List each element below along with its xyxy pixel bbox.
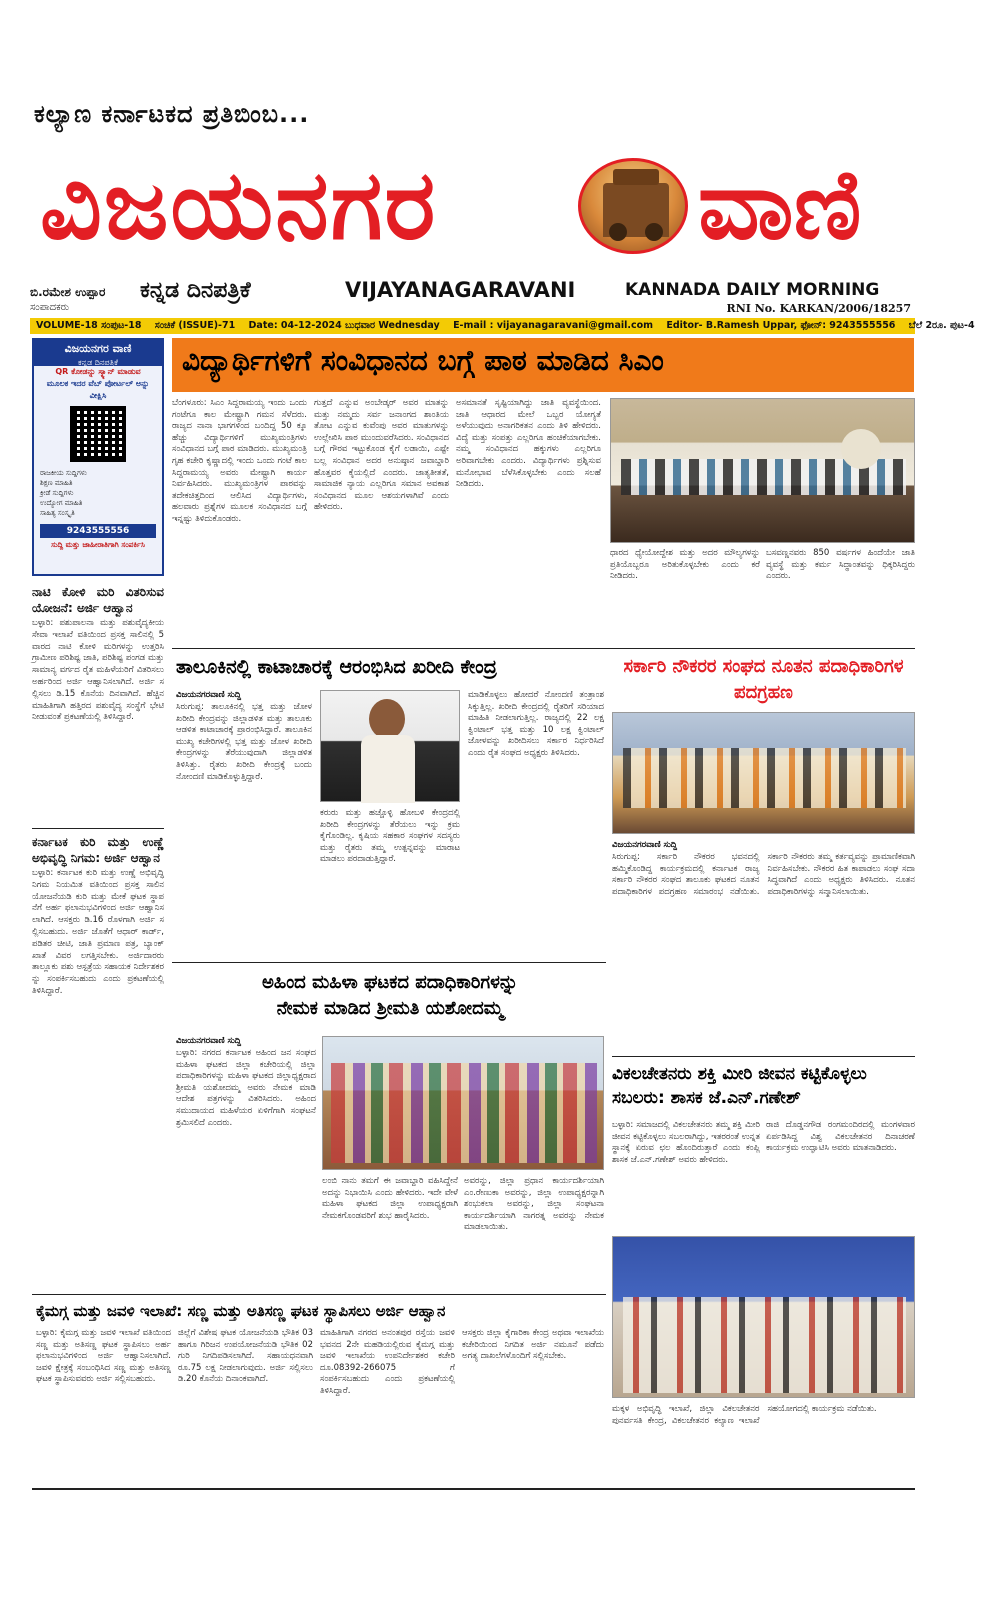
handloom-col-3: ಮಾಹಿತಿಗಾಗಿ ನಗರದ ಅನಂತಪುರ ರಸ್ತೆಯ ಜವಳಿ ಭವನದ 2ನೇ ಮಹಡಿಯಲ್ಲಿರುವ ಕೈಮಗ್ಗ ಮತ್ತು ಜವಳಿ ಇಲಾಖೆಯ ಉಪನಿರ್ದೇಶಕರ ಕಚೇರಿ ದೂ.08392-266075 ಗೆ ಸಂಪರ್ಕಿಸಬಹುದು ಎಂದು ಪ್ರಕಟಣೆಯಲ್ಲಿ ತಿಳಿಸಿದ್ದಾರೆ. bbox=[320, 1328, 455, 1396]
price: ಬೆಲೆ 2ರೂ. ಪುಟ-4 bbox=[908, 320, 975, 331]
stone-chariot-logo bbox=[578, 158, 688, 254]
divider bbox=[172, 962, 606, 963]
disabled-day-photo bbox=[612, 1236, 915, 1398]
qr-advert bbox=[32, 338, 164, 576]
employees-association-headline: ಸರ್ಕಾರಿ ನೌಕರರ ಸಂಘದ ನೂತನ ಪದಾಧಿಕಾರಿಗಳ ಪದಗ್ರಹಣ bbox=[623, 656, 904, 703]
purchase-centre-col-3: ಮಾಡಿಕೊಳ್ಳಲು ಹೋದರೆ ನೋಂದಣಿ ತಂತ್ರಾಂಶ ಸಿಕ್ಕುತ್ತಿಲ್ಲ. ಖರೀದಿ ಕೇಂದ್ರದಲ್ಲಿ ರೈತರಿಗೆ ಸರಿಯಾದ ಮಾಹಿತಿ ನೀಡಲಾಗುತ್ತಿಲ್ಲ. ರಾಜ್ಯದಲ್ಲಿ 22 ಲಕ್ಷ ಕ್ವಿಂಟಾಲ್ ಭತ್ತ ಮತ್ತು 10 ಲಕ್ಷ ಕ್ವಿಂಟಾಲ್ ಜೋಳವನ್ನು ಖರೀದಿಸಲು ಸರ್ಕಾರ ನಿರ್ಧರಿಸಿದೆ ಎಂದು ರೈತ ಸಂಘದ ಅಧ್ಯಕ್ಷರು ತಿಳಿಸಿದರು. bbox=[468, 690, 604, 758]
divider bbox=[32, 828, 164, 829]
disabled-day-col-2: ರಾಜಿ ದೊಡ್ಡನಗೌಡ ರಂಗಮಂದಿರದಲ್ಲಿ ಮಂಗಳವಾರ ಏರ್ಪಡಿಸಿದ್ದ ವಿಶ್ವ ವಿಕಲಚೇತನರ ದಿನಾಚರಣೆ ಕಾರ್ಯಕ್ರಮ ಉದ್ಘಾಟಿಸಿ ಅವರು ಮಾತನಾಡಿದರು. bbox=[766, 1120, 915, 1154]
women-wing-byline: ವಿಜಯನಗರವಾಣಿ ಸುದ್ದಿ bbox=[176, 1036, 242, 1046]
lead-headline: ವಿದ್ಯಾರ್ಥಿಗಳಿಗೆ ಸಂವಿಧಾನದ ಬಗ್ಗೆ ಪಾಠ ಮಾಡಿದ ಸಿಎಂ bbox=[182, 344, 664, 377]
divider bbox=[32, 1294, 606, 1295]
side-story-2 bbox=[32, 834, 164, 1290]
handloom-col-1: ಬಳ್ಳಾರಿ: ಕೈಮಗ್ಗ ಮತ್ತು ಜವಳಿ ಇಲಾಖೆ ವತಿಯಿಂದ ಸಣ್ಣ ಮತ್ತು ಅತಿಸಣ್ಣ ಘಟಕ ಸ್ಥಾಪಿಸಲು ಅರ್ಹ ಫಲಾನುಭವಿಗಳಿಂದ ಅರ್ಜಿ ಆಹ್ವಾನಿಸಲಾಗಿದೆ. ಜವಳಿ ಕ್ಷೇತ್ರಕ್ಕೆ ಸಂಬಂಧಿಸಿದ ಸಣ್ಣ ಮತ್ತು ಅತಿಸಣ್ಣ ಘಟಕ ಸ್ಥಾಪಿಸುವವರು ಅರ್ಜಿ ಸಲ್ಲಿಸಬಹುದು. bbox=[36, 1328, 171, 1385]
purchase-centre-headline: ತಾಲೂಕಿನಲ್ಲಿ ಕಾಟಾಚಾರಕ್ಕೆ ಆರಂಭಿಸಿದ ಖರೀದಿ ಕೇಂದ್ರ bbox=[176, 656, 497, 678]
women-wing-col-3: ಅವರನ್ನು, ಜಿಲ್ಲಾ ಪ್ರಧಾನ ಕಾರ್ಯದರ್ಶಿಯಾಗಿ ಎಂ.ರೇಣುಕಾ ಅವರನ್ನು, ಜಿಲ್ಲಾ ಉಪಾಧ್ಯಕ್ಷರನ್ನಾಗಿ ಶಂಭುಕಲಾ ಅವರನ್ನು, ಜಿಲ್ಲಾ ಸಂಘಟನಾ ಕಾರ್ಯದರ್ಶಿಯಾಗಿ ನಾಗರತ್ನ ಅವರನ್ನು ನೇಮಕ ಮಾಡಲಾಯಿತು. bbox=[464, 1176, 604, 1233]
lead-col-3: ಅಸಮಾನತೆ ಸೃಷ್ಟಿಯಾಗಿದ್ದು ಜಾತಿ ವ್ಯವಸ್ಥೆಯಿಂದ. ಜಾತಿ ಆಧಾರದ ಮೇಲೆ ಒಬ್ಬರ ಯೋಗ್ಯತೆ ಅಳೆಯುವುದು ಅನಾಗರಿಕತನ ಎಂದು ತಿಳಿ ಹೇಳಿದರು. ವಿದ್ಯೆ ಮತ್ತು ಸಂಪತ್ತು ಎಲ್ಲರಿಗೂ ಹಂಚಿಕೆಯಾಗಬೇಕು. ನಮ್ಮ ಸಂವಿಧಾನದ ಹಕ್ಕುಗಳು ಎಲ್ಲರಿಗೂ ಅರಿವಾಗಬೇಕು ಎಂದರು. ವಿದ್ಯಾರ್ಥಿಗಳು ಪ್ರಶ್ನಿಸುವ ಮನೋಭಾವ ಬೆಳೆಸಿಕೊಳ್ಳಬೇಕು ಎಂದು ಸಲಹೆ ನೀಡಿದರು. bbox=[456, 398, 601, 490]
purchase-centre-byline: ವಿಜಯನಗರವಾಣಿ ಸುದ್ದಿ bbox=[176, 690, 242, 700]
lead-col-5: ಬಸವಣ್ಣನವರು 850 ವರ್ಷಗಳ ಹಿಂದೆಯೇ ಜಾತಿ ವ್ಯವಸ್ಥೆ ಮತ್ತು ಕರ್ಮ ಸಿದ್ಧಾಂತವನ್ನು ಧಿಕ್ಕರಿಸಿದ್ದರು ಎಂದರು. bbox=[766, 548, 915, 582]
masthead-tagline: ಕಲ್ಯಾಣ ಕರ್ನಾಟಕದ ಪ್ರತಿಬಿಂಬ... bbox=[34, 100, 310, 128]
issue-info-bar bbox=[30, 318, 975, 334]
handloom-col-2: ಜಿಲ್ಲೆಗೆ ವಿಶೇಷ ಘಟಕ ಯೋಜನೆಯಡಿ ಭೌತಿಕ 03 ಹಾಗೂ ಗಿರಿಜನ ಉಪಯೋಜನೆಯಡಿ ಭೌತಿಕ 02 ಗುರಿ ನಿಗದಿಪಡಿಸಲಾಗಿದೆ. ಸಹಾಯಧನವಾಗಿ ರೂ.75 ಲಕ್ಷ ನೀಡಲಾಗುವುದು. ಅರ್ಜಿ ಸಲ್ಲಿಸಲು ಡಿ.20 ಕೊನೆಯ ದಿನಾಂಕವಾಗಿದೆ. bbox=[178, 1328, 313, 1385]
masthead-brand bbox=[30, 150, 910, 260]
side-story-2-headline: ಕರ್ನಾಟಕ ಕುರಿ ಮತ್ತು ಉಣ್ಣೆ ಅಭಿವೃದ್ಧಿ ನಿಗಮ: ಅರ್ಜಿ ಆಹ್ವಾನ bbox=[32, 835, 164, 865]
email: E-mail : vijayanagaravani@gmail.com bbox=[453, 320, 654, 331]
lead-col-2: ಗುತ್ತದೆ ಎನ್ನುವ ಅಂಬೇಡ್ಕರ್ ಅವರ ಮಾತನ್ನು ಮತ್ತು ನಮ್ಮದು ಸರ್ವ ಜನಾಂಗದ ಶಾಂತಿಯ ತೋಟ ಎನ್ನುವ ಕುವೆಂಪು ಅವರ ಮಾತುಗಳನ್ನು ಉಲ್ಲೇಖಿಸಿ ಪಾಠ ಮುಂದುವರೆಸಿದರು. ಸಂವಿಧಾನದ ಬಗ್ಗೆ ಗೌರವ ಇಟ್ಟುಕೊಂಡ ಕೈಗೆ ಲಡಾಯಿ, ಎಷ್ಟೇ ಬಲ್ಲ ಸಂವಿಧಾನ ಅದರ ಅನುಷ್ಠಾನ ಜವಾಬ್ದಾರಿ ಹೊತ್ತವರ ಕೈಯಲ್ಲಿದೆ ಎಂದರು. ಜಾತ್ಯತೀತತೆ, ಸಾಮಾಜಿಕ ನ್ಯಾಯ ಎಲ್ಲರಿಗೂ ಸಮಾನ ಅವಕಾಶ ಸಂವಿಧಾನದ ಮೂಲ ಆಶಯಗಳಾಗಿವೆ ಎಂದು ಹೇಳಿದರು. bbox=[314, 398, 449, 513]
disabled-day-caption: ಮಕ್ಕಳ ಅಭಿವೃದ್ಧಿ ಇಲಾಖೆ, ಜಿಲ್ಲಾ ವಿಕಲಚೇತನರ ಪುನರ್ವಸತಿ ಕೇಂದ್ರ, ವಿಕಲಚೇತನರ ಕಲ್ಯಾಣ ಇಲಾಖೆ ಸಹಯೋಗದಲ್ಲಿ ಕಾರ್ಯಕ್ರಮ ನಡೆಯಿತು. bbox=[612, 1404, 877, 1426]
lead-col-1: ಬೆಂಗಳೂರು: ಸಿಎಂ ಸಿದ್ದರಾಮಯ್ಯ ಇಂದು ಒಂದು ಗಂಟೆಗೂ ಕಾಲ ಮೇಷ್ಟ್ರಾಗಿ ಗಮನ ಸೆಳೆದರು. ರಾಜ್ಯದ ನಾನಾ ಭಾಗಗಳಿಂದ ಬಂದಿದ್ದ 50 ಕ್ಕೂ ಹೆಚ್ಚು ವಿದ್ಯಾರ್ಥಿಗಳಿಗೆ ಮುಖ್ಯಮಂತ್ರಿಗಳು ಸಂವಿಧಾನದ ಬಗ್ಗೆ ಪಾಠ ಮಾಡಿದರು. ಮುಖ್ಯಮಂತ್ರಿ ಗೃಹ ಕಚೇರಿ ಕೃಷ್ಣಾದಲ್ಲಿ ಇಂದು ಒಂದು ಗಂಟೆ ಕಾಲ ಸಿದ್ದರಾಮಯ್ಯ ಅವರು ಮೇಷ್ಟ್ರಾಗಿ ಕಾರ್ಯ ನಿರ್ವಹಿಸಿದರು. ಮುಖ್ಯಮಂತ್ರಿಗಳ ಪಾಠವನ್ನು ತದೇಕಚಿತ್ತದಿಂದ ಆಲಿಸಿದ ವಿದ್ಯಾರ್ಥಿಗಳು, ಹಲವಾರು ಪ್ರಶ್ನೆಗಳ ಮೂಲಕ ಸಂವಿಧಾನದ ಬಗ್ಗೆ ಇನ್ನಷ್ಟು ತಿಳಿದುಕೊಂಡರು. bbox=[172, 398, 307, 524]
english-subtitle: KANNADA DAILY MORNING bbox=[625, 280, 880, 300]
women-wing-headline-line-1: ಅಹಿಂದ ಮಹಿಳಾ ಘಟಕದ ಪದಾಧಿಕಾರಿಗಳನ್ನು bbox=[261, 972, 519, 993]
date: Date: 04-12-2024 ಬುಧವಾರ Wednesday bbox=[248, 320, 440, 331]
women-wing-photo bbox=[322, 1036, 604, 1170]
editor-phone: Editor- B.Ramesh Uppar, ಫೋನ್: 9243555556 bbox=[666, 320, 896, 331]
women-wing-headline-line-2: ನೇಮಕ ಮಾಡಿದ ಶ್ರೀಮತಿ ಯಶೋದಮ್ಮ bbox=[276, 998, 504, 1019]
divider bbox=[172, 648, 915, 649]
lead-headline-banner bbox=[172, 338, 914, 392]
handloom-headline: ಕೈಮಗ್ಗ ಮತ್ತು ಜವಳಿ ಇಲಾಖೆ: ಸಣ್ಣ ಮತ್ತು ಅತಿಸಣ್ಣ ಘಟಕ ಸ್ಥಾಪಿಸಲು ಅರ್ಜಿ ಆಹ್ವಾನ bbox=[36, 1302, 446, 1320]
page-bottom-rule bbox=[32, 1488, 915, 1490]
rni-number: RNI No. KARKAN/2006/18257 bbox=[726, 302, 911, 315]
brand-name-left: ವಿಜಯನಗರ bbox=[40, 148, 438, 261]
employees-association-body: ಸಿರುಗುಪ್ಪ: ಸರ್ಕಾರಿ ನೌಕರರ ಭವನದಲ್ಲಿ ಹಮ್ಮಿಕೊಂಡಿದ್ದ ಕಾರ್ಯಕ್ರಮದಲ್ಲಿ ಕರ್ನಾಟಕ ರಾಜ್ಯ ಸರ್ಕಾರಿ ನೌಕರರ ಸಂಘದ ತಾಲೂಕು ಘಟಕದ ನೂತನ ಪದಾಧಿಕಾರಿಗಳ ಪದಗ್ರಹಣ ಸಮಾರಂಭ ನಡೆಯಿತು. ಸರ್ಕಾರಿ ನೌಕರರು ತಮ್ಮ ಕರ್ತವ್ಯವನ್ನು ಪ್ರಾಮಾಣಿಕವಾಗಿ ನಿರ್ವಹಿಸಬೇಕು. ನೌಕರರ ಹಿತ ಕಾಪಾಡಲು ಸಂಘ ಸದಾ ಸಿದ್ಧವಾಗಿದೆ ಎಂದು ಅಧ್ಯಕ್ಷರು ತಿಳಿಸಿದರು. ನೂತನ ಪದಾಧಿಕಾರಿಗಳನ್ನು ಸನ್ಮಾನಿಸಲಾಯಿತು. bbox=[612, 852, 915, 897]
purchase-centre-photo bbox=[320, 690, 460, 802]
editor-role: ಸಂಪಾದಕರು bbox=[30, 302, 70, 313]
side-story-1 bbox=[32, 584, 164, 824]
lead-photo-classroom bbox=[610, 398, 915, 543]
ad-phone: 9243555556 bbox=[40, 524, 156, 538]
purchase-centre-col-1: ಸಿರುಗುಪ್ಪ: ತಾಲೂಕಿನಲ್ಲಿ ಭತ್ತ ಮತ್ತು ಜೋಳ ಖರೀದಿ ಕೇಂದ್ರವನ್ನು ಜಿಲ್ಲಾಡಳಿತ ಮತ್ತು ತಾಲೂಕು ಆಡಳಿತ ಕಾಟಾಚಾರಕ್ಕೆ ಪ್ರಾರಂಭಿಸಿದ್ದಾರೆ. ತಾಲೂಕಿನ ಮುಖ್ಯ ಕಚೇರಿಗಳಲ್ಲಿ ಭತ್ತ ಮತ್ತು ಜೋಳ ಖರೀದಿ ಕೇಂದ್ರಗಳನ್ನು ತೆರೆಯುವುದಾಗಿ ಜಿಲ್ಲಾಡಳಿತ ತಿಳಿಸಿತ್ತು. ರೈತರು ಖರೀದಿ ಕೇಂದ್ರಕ್ಕೆ ಬಂದು ನೋಂದಣಿ ಮಾಡಿಕೊಳ್ಳುತ್ತಿದ್ದಾರೆ. bbox=[176, 702, 312, 782]
ad-title: ವಿಜಯನಗರ ವಾಣಿ ಕನ್ನಡ ದಿನಪತ್ರಿಕೆ bbox=[34, 340, 162, 366]
purchase-centre-col-2: ಕರುರು ಮತ್ತು ಹಚ್ಚೊಳ್ಳಿ ಹೋಬಳಿ ಕೇಂದ್ರದಲ್ಲಿ ಖರೀದಿ ಕೇಂದ್ರಗಳನ್ನು ತೆರೆಯಲು ಇನ್ನು ಕ್ರಮ ಕೈಗೊಂಡಿಲ್ಲ. ಕೃಷಿಯ ಸಹಕಾರ ಸಂಘಗಳ ಸದಸ್ಯರು ಮತ್ತು ರೈತರು ತಮ್ಮ ಉತ್ಪನ್ನವನ್ನು ಮಾರಾಟ ಮಾಡಲು ಪರದಾಡುತ್ತಿದ್ದಾರೆ. bbox=[320, 808, 460, 865]
side-story-2-body: ಬಳ್ಳಾರಿ: ಕರ್ನಾಟಕ ಕುರಿ ಮತ್ತು ಉಣ್ಣೆ ಅಭಿವೃದ್ಧಿ ನಿಗಮ ನಿಯಮಿತ ವತಿಯಿಂದ ಪ್ರಸಕ್ತ ಸಾಲಿನ ಯೋಜನೆಯಡಿ ಕುರಿ ಮತ್ತು ಮೇಕೆ ಘಟಕ ಸ್ಥಾಪನೆಗೆ ಅರ್ಹ ಫಲಾನುಭವಿಗಳಿಂದ ಅರ್ಜಿ ಆಹ್ವಾನಿಸಲಾಗಿದೆ. ಆಸಕ್ತರು ಡಿ.16 ರೊಳಗಾಗಿ ಅರ್ಜಿ ಸಲ್ಲಿಸಬಹುದು. ಅರ್ಜಿ ಜೊತೆಗೆ ಆಧಾರ್ ಕಾರ್ಡ್, ಪಡಿತರ ಚೀಟಿ, ಜಾತಿ ಪ್ರಮಾಣ ಪತ್ರ, ಬ್ಯಾಂಕ್ ಖಾತೆ ವಿವರ ಲಗತ್ತಿಸಬೇಕು. ಅರ್ಜಿದಾರರು ತಾಲ್ಲೂಕು ಪಶು ಆಸ್ಪತ್ರೆಯ ಸಹಾಯಕ ನಿರ್ದೇಶಕರನ್ನು ಸಂಪರ್ಕಿಸಬಹುದು ಎಂದು ಪ್ರಕಟಣೆಯಲ್ಲಿ ತಿಳಿಸಿದ್ದಾರೆ. bbox=[32, 868, 164, 996]
side-story-1-headline: ನಾಟಿ ಕೋಳಿ ಮರಿ ವಿತರಿಸುವ ಯೋಜನೆ: ಅರ್ಜಿ ಆಹ್ವಾನ bbox=[32, 585, 164, 615]
qr-code-icon[interactable] bbox=[70, 406, 126, 462]
employees-association-photo bbox=[612, 712, 915, 834]
ad-bullet-list: ರಾಜಕೀಯ ಸುದ್ದಿಗಳು ಶಿಕ್ಷಣ ಮಾಹಿತಿ ಕ್ರೀಡೆ ಸುದ್ದಿಗಳು ಉದ್ಯೋಗ ಮಾಹಿತಿ ಸಾಹಿತ್ಯ ಸಂಸ್ಕೃತಿ bbox=[40, 469, 87, 517]
english-title: VIJAYANAGARAVANI bbox=[345, 278, 576, 302]
brand-name-right: ವಾಣಿ bbox=[698, 148, 862, 261]
kannada-daily-label: ಕನ್ನಡ ದಿನಪತ್ರಿಕೆ bbox=[140, 278, 251, 303]
volume: VOLUME-18 ಸಂಪುಟ-18 bbox=[36, 320, 142, 331]
ad-footer: ಸುದ್ದಿ ಮತ್ತು ಜಾಹೀರಾತಿಗಾಗಿ ಸಂಪರ್ಕಿಸಿ bbox=[51, 540, 145, 549]
handloom-col-4: ಆಸಕ್ತರು ಜಿಲ್ಲಾ ಕೈಗಾರಿಕಾ ಕೇಂದ್ರ ಅಥವಾ ಇಲಾಖೆಯ ಕಚೇರಿಯಿಂದ ನಿಗದಿತ ಅರ್ಜಿ ನಮೂನೆ ಪಡೆದು ಅಗತ್ಯ ದಾಖಲೆಗಳೊಂದಿಗೆ ಸಲ್ಲಿಸಬೇಕು. bbox=[462, 1328, 604, 1362]
ad-line-3: ವೀಕ್ಷಿಸಿ bbox=[89, 391, 107, 400]
employees-association-byline: ವಿಜಯನಗರವಾಣಿ ಸುದ್ದಿ bbox=[612, 840, 678, 850]
women-wing-headline bbox=[176, 970, 604, 1022]
disabled-day-headline-line-1: ವಿಕಲಚೇತನರು ಶಕ್ತಿ ಮೀರಿ ಜೀವನ ಕಟ್ಟಿಕೊಳ್ಳಲು bbox=[612, 1064, 867, 1084]
issue: ಸಂಚಿಕೆ (ISSUE)-71 bbox=[154, 320, 236, 331]
editor-credit bbox=[30, 285, 105, 313]
disabled-day-headline bbox=[612, 1062, 915, 1110]
divider bbox=[612, 1056, 915, 1057]
editor-name: ಬಿ.ರಮೇಶ ಉಪ್ಪಾರ bbox=[30, 285, 106, 299]
ad-line-2: ಮೂಲಕ ಇದರ ವೆಬ್ ಪೋರ್ಟಲ್ ಅನ್ನು bbox=[46, 379, 150, 388]
women-wing-col-2: ಲಂಬಿ ನಾನು ತಮಗೆ ಈ ಜವಾಬ್ದಾರಿ ವಹಿಸಿದ್ದೇನೆ ಅದನ್ನು ನಿಭಾಯಿಸಿ ಎಂದು ಹೇಳಿದರು. ಇದೇ ವೇಳೆ ಮಹಿಳಾ ಘಟಕದ ಜಿಲ್ಲಾ ಉಪಾಧ್ಯಕ್ಷರಾಗಿ ನೇಮಕಗೊಂಡವರಿಗೆ ಶುಭ ಹಾರೈಸಿದರು. bbox=[322, 1176, 458, 1221]
ad-line-1: QR ಕೋಡನ್ನು ಸ್ಕ್ಯಾನ್ ಮಾಡುವ bbox=[55, 367, 141, 376]
disabled-day-headline-line-2: ಸಬಲರು: ಶಾಸಕ ಜೆ.ಎನ್.ಗಣೇಶ್ bbox=[612, 1088, 801, 1108]
disabled-day-col-1: ಬಳ್ಳಾರಿ: ಸಮಾಜದಲ್ಲಿ ವಿಕಲಚೇತನರು ತಮ್ಮ ಶಕ್ತಿ ಮೀರಿ ಜೀವನ ಕಟ್ಟಿಕೊಳ್ಳಲು ಸಬಲರಾಗಿದ್ದು, ಇತರರಂತೆ ಉನ್ನತ ಸ್ಥಾನಕ್ಕೆ ಏರುವ ಛಲ ಹೊಂದಿರುತ್ತಾರೆ ಎಂದು ಕಂಪ್ಲಿ ಶಾಸಕ ಜೆ.ಎನ್.ಗಣೇಶ್ ಅವರು ಹೇಳಿದರು. bbox=[612, 1120, 760, 1165]
lead-photo-caption: ಧಾರದ ಧ್ಯೇಯೋದ್ದೇಶ ಮತ್ತು ಅದರ ಮೌಲ್ಯಗಳನ್ನು ಪ್ರತಿಯೊಬ್ಬರೂ ಅರಿತುಕೊಳ್ಳಬೇಕು ಎಂದು ಕರೆ ನೀಡಿದರು. bbox=[610, 548, 760, 582]
side-story-1-body: ಬಳ್ಳಾರಿ: ಪಶುಪಾಲನಾ ಮತ್ತು ಪಶುವೈದ್ಯಕೀಯ ಸೇವಾ ಇಲಾಖೆ ವತಿಯಿಂದ ಪ್ರಸಕ್ತ ಸಾಲಿನಲ್ಲಿ 5 ವಾರದ ನಾಟಿ ಕೋಳಿ ಮರಿಗಳನ್ನು ಉತ್ತರಿಸಿ ಗ್ರಾಮೀಣ ಪರಿಶಿಷ್ಟ ಜಾತಿ, ಪರಿಶಿಷ್ಟ ಪಂಗಡ ಮತ್ತು ಸಾಮಾನ್ಯ ವರ್ಗದ ರೈತ ಮಹಿಳೆಯರಿಗೆ ವಿತರಿಸಲು ಅರ್ಹರಿಂದ ಅರ್ಜಿ ಆಹ್ವಾನಿಸಲಾಗಿದೆ. ಅರ್ಜಿ ಸಲ್ಲಿಸಲು ಡಿ.15 ಕೊನೆಯ ದಿನವಾಗಿದೆ. ಹೆಚ್ಚಿನ ಮಾಹಿತಿಗಾಗಿ ಹತ್ತಿರದ ಪಶುವೈದ್ಯ ಸಂಸ್ಥೆಗೆ ಭೇಟಿ ನೀಡುವಂತೆ ಪ್ರಕಟಣೆಯಲ್ಲಿ ತಿಳಿಸಿದ್ದಾರೆ. bbox=[32, 618, 164, 723]
women-wing-col-1: ಬಳ್ಳಾರಿ: ನಗರದ ಕರ್ನಾಟಕ ಅಹಿಂದ ಜನ ಸಂಘದ ಮಹಿಳಾ ಘಟಕದ ಜಿಲ್ಲಾ ಕಚೇರಿಯಲ್ಲಿ ಜಿಲ್ಲಾ ಪದಾಧಿಕಾರಿಗಳನ್ನು ಮಹಿಳಾ ಘಟಕದ ಜಿಲ್ಲಾಧ್ಯಕ್ಷರಾದ ಶ್ರೀಮತಿ ಯಶೋದಮ್ಮ ಅವರು ನೇಮಕ ಮಾಡಿ ಆದೇಶ ಪತ್ರಗಳನ್ನು ವಿತರಿಸಿದರು. ಅಹಿಂದ ಸಮುದಾಯದ ಮಹಿಳೆಯರ ಏಳಿಗೆಗಾಗಿ ಸಂಘಟನೆ ಶ್ರಮಿಸಲಿದೆ ಎಂದರು. bbox=[176, 1048, 316, 1128]
